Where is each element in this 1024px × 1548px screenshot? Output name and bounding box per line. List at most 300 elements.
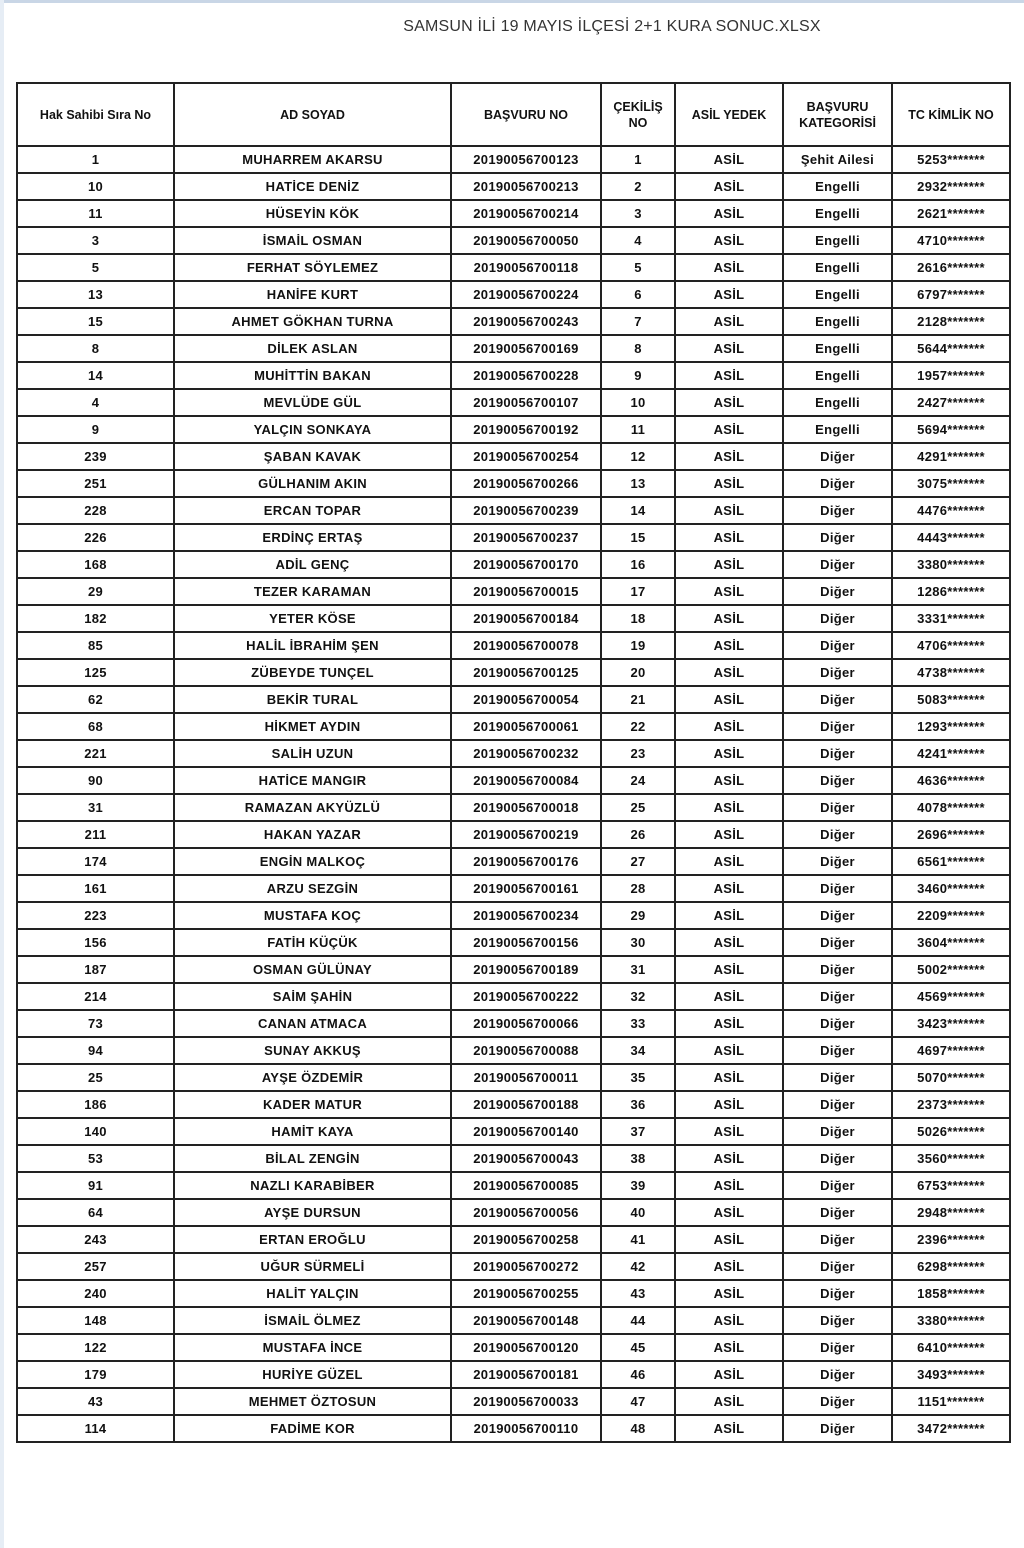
tc-kimlik-cell: 5026******* bbox=[892, 1118, 1010, 1145]
tc-kimlik-cell: 4443******* bbox=[892, 524, 1010, 551]
ad-soyad-cell: BEKİR TURAL bbox=[174, 686, 451, 713]
asil-yedek-cell: ASİL bbox=[675, 335, 783, 362]
basvuru-no-cell: 20190056700056 bbox=[451, 1199, 601, 1226]
asil-yedek-cell: ASİL bbox=[675, 1037, 783, 1064]
cekilis-no-cell: 24 bbox=[601, 767, 675, 794]
kategori-cell: Diğer bbox=[783, 956, 892, 983]
table-row bbox=[17, 227, 1010, 254]
sira-no-cell: 3 bbox=[17, 227, 174, 254]
sira-no-cell: 174 bbox=[17, 848, 174, 875]
asil-yedek-cell: ASİL bbox=[675, 1307, 783, 1334]
sira-no-cell: 11 bbox=[17, 200, 174, 227]
ad-soyad-cell: AYŞE DURSUN bbox=[174, 1199, 451, 1226]
cekilis-no-cell: 7 bbox=[601, 308, 675, 335]
ad-soyad-cell: HAKAN YAZAR bbox=[174, 821, 451, 848]
kategori-cell: Diğer bbox=[783, 470, 892, 497]
basvuru-no-cell: 20190056700107 bbox=[451, 389, 601, 416]
sira-no-cell: 223 bbox=[17, 902, 174, 929]
sira-no-cell: 211 bbox=[17, 821, 174, 848]
cekilis-no-cell: 47 bbox=[601, 1388, 675, 1415]
ad-soyad-cell: ENGİN MALKOÇ bbox=[174, 848, 451, 875]
sira-no-cell: 179 bbox=[17, 1361, 174, 1388]
tc-kimlik-cell: 2696******* bbox=[892, 821, 1010, 848]
cekilis-no-cell: 11 bbox=[601, 416, 675, 443]
basvuru-no-cell: 20190056700222 bbox=[451, 983, 601, 1010]
tc-kimlik-cell: 5694******* bbox=[892, 416, 1010, 443]
asil-yedek-cell: ASİL bbox=[675, 497, 783, 524]
basvuru-no-cell: 20190056700033 bbox=[451, 1388, 601, 1415]
kategori-cell: Diğer bbox=[783, 1415, 892, 1442]
table-row bbox=[17, 605, 1010, 632]
kategori-cell: Diğer bbox=[783, 794, 892, 821]
ad-soyad-cell: HÜSEYİN KÖK bbox=[174, 200, 451, 227]
sira-no-cell: 156 bbox=[17, 929, 174, 956]
table-row bbox=[17, 632, 1010, 659]
table-row bbox=[17, 200, 1010, 227]
ad-soyad-cell: FATİH KÜÇÜK bbox=[174, 929, 451, 956]
ad-soyad-cell: HALİL İBRAHİM ŞEN bbox=[174, 632, 451, 659]
tc-kimlik-cell: 5070******* bbox=[892, 1064, 1010, 1091]
basvuru-no-cell: 20190056700120 bbox=[451, 1334, 601, 1361]
asil-yedek-cell: ASİL bbox=[675, 740, 783, 767]
tc-kimlik-cell: 3423******* bbox=[892, 1010, 1010, 1037]
kategori-cell: Şehit Ailesi bbox=[783, 146, 892, 173]
asil-yedek-cell: ASİL bbox=[675, 200, 783, 227]
table-row bbox=[17, 281, 1010, 308]
kategori-cell: Diğer bbox=[783, 902, 892, 929]
asil-yedek-cell: ASİL bbox=[675, 1172, 783, 1199]
cekilis-no-cell: 38 bbox=[601, 1145, 675, 1172]
asil-yedek-cell: ASİL bbox=[675, 1091, 783, 1118]
ad-soyad-cell: HAMİT KAYA bbox=[174, 1118, 451, 1145]
cekilis-no-cell: 43 bbox=[601, 1280, 675, 1307]
table-row bbox=[17, 1010, 1010, 1037]
kategori-cell: Diğer bbox=[783, 659, 892, 686]
table-row bbox=[17, 254, 1010, 281]
kategori-cell: Diğer bbox=[783, 1064, 892, 1091]
sira-no-cell: 15 bbox=[17, 308, 174, 335]
tc-kimlik-cell: 4738******* bbox=[892, 659, 1010, 686]
tc-kimlik-cell: 2373******* bbox=[892, 1091, 1010, 1118]
tc-kimlik-cell: 1286******* bbox=[892, 578, 1010, 605]
asil-yedek-cell: ASİL bbox=[675, 1280, 783, 1307]
basvuru-no-cell: 20190056700228 bbox=[451, 362, 601, 389]
sira-no-cell: 239 bbox=[17, 443, 174, 470]
cekilis-no-cell: 34 bbox=[601, 1037, 675, 1064]
asil-yedek-cell: ASİL bbox=[675, 1226, 783, 1253]
basvuru-no-cell: 20190056700224 bbox=[451, 281, 601, 308]
basvuru-no-cell: 20190056700266 bbox=[451, 470, 601, 497]
tc-kimlik-cell: 4710******* bbox=[892, 227, 1010, 254]
sira-no-cell: 64 bbox=[17, 1199, 174, 1226]
asil-yedek-cell: ASİL bbox=[675, 713, 783, 740]
ad-soyad-cell: HANİFE KURT bbox=[174, 281, 451, 308]
ad-soyad-cell: GÜLHANIM AKIN bbox=[174, 470, 451, 497]
kategori-cell: Engelli bbox=[783, 173, 892, 200]
asil-yedek-cell: ASİL bbox=[675, 173, 783, 200]
kategori-cell: Engelli bbox=[783, 308, 892, 335]
basvuru-no-cell: 20190056700066 bbox=[451, 1010, 601, 1037]
ad-soyad-cell: DİLEK ASLAN bbox=[174, 335, 451, 362]
table-row bbox=[17, 983, 1010, 1010]
basvuru-no-cell: 20190056700234 bbox=[451, 902, 601, 929]
tc-kimlik-cell: 2948******* bbox=[892, 1199, 1010, 1226]
ad-soyad-cell: İSMAİL ÖLMEZ bbox=[174, 1307, 451, 1334]
cekilis-no-cell: 15 bbox=[601, 524, 675, 551]
ad-soyad-cell: BİLAL ZENGİN bbox=[174, 1145, 451, 1172]
asil-yedek-cell: ASİL bbox=[675, 470, 783, 497]
ad-soyad-cell: MUHARREM AKARSU bbox=[174, 146, 451, 173]
ad-soyad-cell: SUNAY AKKUŞ bbox=[174, 1037, 451, 1064]
cekilis-no-cell: 9 bbox=[601, 362, 675, 389]
kategori-cell: Diğer bbox=[783, 713, 892, 740]
sira-no-cell: 243 bbox=[17, 1226, 174, 1253]
asil-yedek-cell: ASİL bbox=[675, 929, 783, 956]
table-row bbox=[17, 1145, 1010, 1172]
cekilis-no-cell: 8 bbox=[601, 335, 675, 362]
asil-yedek-cell: ASİL bbox=[675, 1145, 783, 1172]
cekilis-no-cell: 10 bbox=[601, 389, 675, 416]
kategori-cell: Diğer bbox=[783, 1037, 892, 1064]
cekilis-no-cell: 33 bbox=[601, 1010, 675, 1037]
sira-no-cell: 13 bbox=[17, 281, 174, 308]
kategori-cell: Engelli bbox=[783, 335, 892, 362]
tc-kimlik-cell: 2932******* bbox=[892, 173, 1010, 200]
cekilis-no-cell: 36 bbox=[601, 1091, 675, 1118]
table-row bbox=[17, 416, 1010, 443]
table-row bbox=[17, 794, 1010, 821]
asil-yedek-cell: ASİL bbox=[675, 1064, 783, 1091]
window-top-edge bbox=[0, 0, 1024, 3]
ad-soyad-cell: FADİME KOR bbox=[174, 1415, 451, 1442]
ad-soyad-cell: HATİCE MANGIR bbox=[174, 767, 451, 794]
asil-yedek-cell: ASİL bbox=[675, 1253, 783, 1280]
kategori-cell: Diğer bbox=[783, 929, 892, 956]
kategori-cell: Engelli bbox=[783, 254, 892, 281]
sira-no-cell: 9 bbox=[17, 416, 174, 443]
table-row bbox=[17, 1199, 1010, 1226]
kategori-cell: Engelli bbox=[783, 200, 892, 227]
table-row bbox=[17, 1307, 1010, 1334]
basvuru-no-cell: 20190056700140 bbox=[451, 1118, 601, 1145]
ad-soyad-cell: ARZU SEZGİN bbox=[174, 875, 451, 902]
ad-soyad-cell: TEZER KARAMAN bbox=[174, 578, 451, 605]
asil-yedek-cell: ASİL bbox=[675, 1388, 783, 1415]
basvuru-no-cell: 20190056700156 bbox=[451, 929, 601, 956]
sira-no-cell: 90 bbox=[17, 767, 174, 794]
ad-soyad-cell: AYŞE ÖZDEMİR bbox=[174, 1064, 451, 1091]
header-asil-yedek: ASİL YEDEK bbox=[675, 83, 783, 146]
tc-kimlik-cell: 2616******* bbox=[892, 254, 1010, 281]
cekilis-no-cell: 44 bbox=[601, 1307, 675, 1334]
basvuru-no-cell: 20190056700169 bbox=[451, 335, 601, 362]
asil-yedek-cell: ASİL bbox=[675, 146, 783, 173]
basvuru-no-cell: 20190056700110 bbox=[451, 1415, 601, 1442]
tc-kimlik-cell: 3075******* bbox=[892, 470, 1010, 497]
ad-soyad-cell: İSMAİL OSMAN bbox=[174, 227, 451, 254]
cekilis-no-cell: 26 bbox=[601, 821, 675, 848]
basvuru-no-cell: 20190056700184 bbox=[451, 605, 601, 632]
table-row bbox=[17, 1388, 1010, 1415]
table-row bbox=[17, 578, 1010, 605]
kategori-cell: Diğer bbox=[783, 875, 892, 902]
table-header-row bbox=[17, 83, 1010, 146]
ad-soyad-cell: MEHMET ÖZTOSUN bbox=[174, 1388, 451, 1415]
ad-soyad-cell: MUSTAFA İNCE bbox=[174, 1334, 451, 1361]
basvuru-no-cell: 20190056700061 bbox=[451, 713, 601, 740]
table-row bbox=[17, 551, 1010, 578]
tc-kimlik-cell: 4291******* bbox=[892, 443, 1010, 470]
cekilis-no-cell: 27 bbox=[601, 848, 675, 875]
cekilis-no-cell: 35 bbox=[601, 1064, 675, 1091]
asil-yedek-cell: ASİL bbox=[675, 875, 783, 902]
tc-kimlik-cell: 4078******* bbox=[892, 794, 1010, 821]
document-title: SAMSUN İLİ 19 MAYIS İLÇESİ 2+1 KURA SONUC.XLSX bbox=[403, 18, 821, 35]
cekilis-no-cell: 41 bbox=[601, 1226, 675, 1253]
basvuru-no-cell: 20190056700188 bbox=[451, 1091, 601, 1118]
table-row bbox=[17, 1091, 1010, 1118]
asil-yedek-cell: ASİL bbox=[675, 848, 783, 875]
table-row bbox=[17, 902, 1010, 929]
sira-no-cell: 73 bbox=[17, 1010, 174, 1037]
table-row bbox=[17, 443, 1010, 470]
ad-soyad-cell: ŞABAN KAVAK bbox=[174, 443, 451, 470]
tc-kimlik-cell: 2427******* bbox=[892, 389, 1010, 416]
basvuru-no-cell: 20190056700118 bbox=[451, 254, 601, 281]
basvuru-no-cell: 20190056700011 bbox=[451, 1064, 601, 1091]
cekilis-no-cell: 40 bbox=[601, 1199, 675, 1226]
basvuru-no-cell: 20190056700258 bbox=[451, 1226, 601, 1253]
sira-no-cell: 14 bbox=[17, 362, 174, 389]
sira-no-cell: 168 bbox=[17, 551, 174, 578]
sira-no-cell: 8 bbox=[17, 335, 174, 362]
ad-soyad-cell: MEVLÜDE GÜL bbox=[174, 389, 451, 416]
basvuru-no-cell: 20190056700232 bbox=[451, 740, 601, 767]
asil-yedek-cell: ASİL bbox=[675, 794, 783, 821]
asil-yedek-cell: ASİL bbox=[675, 1415, 783, 1442]
tc-kimlik-cell: 4476******* bbox=[892, 497, 1010, 524]
tc-kimlik-cell: 4636******* bbox=[892, 767, 1010, 794]
kategori-cell: Diğer bbox=[783, 578, 892, 605]
asil-yedek-cell: ASİL bbox=[675, 254, 783, 281]
cekilis-no-cell: 30 bbox=[601, 929, 675, 956]
asil-yedek-cell: ASİL bbox=[675, 1361, 783, 1388]
cekilis-no-cell: 48 bbox=[601, 1415, 675, 1442]
tc-kimlik-cell: 3331******* bbox=[892, 605, 1010, 632]
kategori-cell: Diğer bbox=[783, 632, 892, 659]
results-table bbox=[16, 82, 1011, 1443]
kategori-cell: Diğer bbox=[783, 983, 892, 1010]
sira-no-cell: 68 bbox=[17, 713, 174, 740]
kategori-cell: Diğer bbox=[783, 1253, 892, 1280]
cekilis-no-cell: 29 bbox=[601, 902, 675, 929]
basvuru-no-cell: 20190056700050 bbox=[451, 227, 601, 254]
header-sira-no: Hak Sahibi Sıra No bbox=[17, 83, 174, 146]
kategori-cell: Diğer bbox=[783, 686, 892, 713]
asil-yedek-cell: ASİL bbox=[675, 1118, 783, 1145]
sira-no-cell: 125 bbox=[17, 659, 174, 686]
ad-soyad-cell: HURİYE GÜZEL bbox=[174, 1361, 451, 1388]
kategori-cell: Diğer bbox=[783, 605, 892, 632]
sira-no-cell: 10 bbox=[17, 173, 174, 200]
sira-no-cell: 91 bbox=[17, 1172, 174, 1199]
basvuru-no-cell: 20190056700148 bbox=[451, 1307, 601, 1334]
basvuru-no-cell: 20190056700085 bbox=[451, 1172, 601, 1199]
basvuru-no-cell: 20190056700123 bbox=[451, 146, 601, 173]
cekilis-no-cell: 6 bbox=[601, 281, 675, 308]
table-row bbox=[17, 470, 1010, 497]
basvuru-no-cell: 20190056700192 bbox=[451, 416, 601, 443]
kategori-cell: Diğer bbox=[783, 1307, 892, 1334]
tc-kimlik-cell: 3460******* bbox=[892, 875, 1010, 902]
kategori-cell: Engelli bbox=[783, 281, 892, 308]
basvuru-no-cell: 20190056700189 bbox=[451, 956, 601, 983]
tc-kimlik-cell: 3380******* bbox=[892, 551, 1010, 578]
table-row bbox=[17, 875, 1010, 902]
cekilis-no-cell: 3 bbox=[601, 200, 675, 227]
table-row bbox=[17, 1172, 1010, 1199]
kategori-cell: Engelli bbox=[783, 389, 892, 416]
sira-no-cell: 148 bbox=[17, 1307, 174, 1334]
header-cekilis-no: ÇEKİLİŞ NO bbox=[601, 83, 675, 146]
sira-no-cell: 228 bbox=[17, 497, 174, 524]
sira-no-cell: 161 bbox=[17, 875, 174, 902]
cekilis-no-cell: 4 bbox=[601, 227, 675, 254]
basvuru-no-cell: 20190056700237 bbox=[451, 524, 601, 551]
sira-no-cell: 251 bbox=[17, 470, 174, 497]
tc-kimlik-cell: 6797******* bbox=[892, 281, 1010, 308]
basvuru-no-cell: 20190056700243 bbox=[451, 308, 601, 335]
sira-no-cell: 29 bbox=[17, 578, 174, 605]
tc-kimlik-cell: 4569******* bbox=[892, 983, 1010, 1010]
table-row bbox=[17, 335, 1010, 362]
header-ad-soyad: AD SOYAD bbox=[174, 83, 451, 146]
table-row bbox=[17, 740, 1010, 767]
tc-kimlik-cell: 5644******* bbox=[892, 335, 1010, 362]
tc-kimlik-cell: 6298******* bbox=[892, 1253, 1010, 1280]
asil-yedek-cell: ASİL bbox=[675, 416, 783, 443]
tc-kimlik-cell: 3493******* bbox=[892, 1361, 1010, 1388]
sira-no-cell: 43 bbox=[17, 1388, 174, 1415]
asil-yedek-cell: ASİL bbox=[675, 686, 783, 713]
table-row bbox=[17, 389, 1010, 416]
table-row bbox=[17, 497, 1010, 524]
tc-kimlik-cell: 2621******* bbox=[892, 200, 1010, 227]
kategori-cell: Diğer bbox=[783, 551, 892, 578]
table-row bbox=[17, 1361, 1010, 1388]
table-row bbox=[17, 821, 1010, 848]
basvuru-no-cell: 20190056700088 bbox=[451, 1037, 601, 1064]
sira-no-cell: 140 bbox=[17, 1118, 174, 1145]
table-row bbox=[17, 1253, 1010, 1280]
asil-yedek-cell: ASİL bbox=[675, 524, 783, 551]
sira-no-cell: 226 bbox=[17, 524, 174, 551]
cekilis-no-cell: 42 bbox=[601, 1253, 675, 1280]
ad-soyad-cell: MUSTAFA KOÇ bbox=[174, 902, 451, 929]
asil-yedek-cell: ASİL bbox=[675, 227, 783, 254]
ad-soyad-cell: YALÇIN SONKAYA bbox=[174, 416, 451, 443]
table-row bbox=[17, 173, 1010, 200]
sira-no-cell: 257 bbox=[17, 1253, 174, 1280]
tc-kimlik-cell: 4241******* bbox=[892, 740, 1010, 767]
table-row bbox=[17, 1037, 1010, 1064]
asil-yedek-cell: ASİL bbox=[675, 1334, 783, 1361]
ad-soyad-cell: AHMET GÖKHAN TURNA bbox=[174, 308, 451, 335]
sira-no-cell: 62 bbox=[17, 686, 174, 713]
tc-kimlik-cell: 2128******* bbox=[892, 308, 1010, 335]
sira-no-cell: 186 bbox=[17, 1091, 174, 1118]
header-basvuru-no: BAŞVURU NO bbox=[451, 83, 601, 146]
basvuru-no-cell: 20190056700254 bbox=[451, 443, 601, 470]
basvuru-no-cell: 20190056700084 bbox=[451, 767, 601, 794]
kategori-cell: Diğer bbox=[783, 1145, 892, 1172]
cekilis-no-cell: 18 bbox=[601, 605, 675, 632]
tc-kimlik-cell: 5083******* bbox=[892, 686, 1010, 713]
table-row bbox=[17, 956, 1010, 983]
asil-yedek-cell: ASİL bbox=[675, 902, 783, 929]
basvuru-no-cell: 20190056700078 bbox=[451, 632, 601, 659]
basvuru-no-cell: 20190056700161 bbox=[451, 875, 601, 902]
tc-kimlik-cell: 6753******* bbox=[892, 1172, 1010, 1199]
basvuru-no-cell: 20190056700214 bbox=[451, 200, 601, 227]
basvuru-no-cell: 20190056700219 bbox=[451, 821, 601, 848]
basvuru-no-cell: 20190056700239 bbox=[451, 497, 601, 524]
tc-kimlik-cell: 6410******* bbox=[892, 1334, 1010, 1361]
ad-soyad-cell: ZÜBEYDE TUNÇEL bbox=[174, 659, 451, 686]
cekilis-no-cell: 1 bbox=[601, 146, 675, 173]
asil-yedek-cell: ASİL bbox=[675, 578, 783, 605]
asil-yedek-cell: ASİL bbox=[675, 659, 783, 686]
asil-yedek-cell: ASİL bbox=[675, 551, 783, 578]
kategori-cell: Engelli bbox=[783, 362, 892, 389]
ad-soyad-cell: CANAN ATMACA bbox=[174, 1010, 451, 1037]
table-row bbox=[17, 848, 1010, 875]
tc-kimlik-cell: 2396******* bbox=[892, 1226, 1010, 1253]
ad-soyad-cell: SAİM ŞAHİN bbox=[174, 983, 451, 1010]
cekilis-no-cell: 17 bbox=[601, 578, 675, 605]
cekilis-no-cell: 23 bbox=[601, 740, 675, 767]
kategori-cell: Diğer bbox=[783, 1091, 892, 1118]
kategori-cell: Diğer bbox=[783, 848, 892, 875]
asil-yedek-cell: ASİL bbox=[675, 956, 783, 983]
asil-yedek-cell: ASİL bbox=[675, 443, 783, 470]
cekilis-no-cell: 31 bbox=[601, 956, 675, 983]
basvuru-no-cell: 20190056700213 bbox=[451, 173, 601, 200]
ad-soyad-cell: MUHİTTİN BAKAN bbox=[174, 362, 451, 389]
tc-kimlik-cell: 1293******* bbox=[892, 713, 1010, 740]
table-row bbox=[17, 1118, 1010, 1145]
ad-soyad-cell: ERDİNÇ ERTAŞ bbox=[174, 524, 451, 551]
sira-no-cell: 25 bbox=[17, 1064, 174, 1091]
table-row bbox=[17, 1334, 1010, 1361]
ad-soyad-cell: ERTAN EROĞLU bbox=[174, 1226, 451, 1253]
sira-no-cell: 4 bbox=[17, 389, 174, 416]
cekilis-no-cell: 32 bbox=[601, 983, 675, 1010]
cekilis-no-cell: 5 bbox=[601, 254, 675, 281]
sira-no-cell: 182 bbox=[17, 605, 174, 632]
cekilis-no-cell: 14 bbox=[601, 497, 675, 524]
sira-no-cell: 85 bbox=[17, 632, 174, 659]
asil-yedek-cell: ASİL bbox=[675, 389, 783, 416]
ad-soyad-cell: HALİT YALÇIN bbox=[174, 1280, 451, 1307]
sira-no-cell: 53 bbox=[17, 1145, 174, 1172]
tc-kimlik-cell: 1858******* bbox=[892, 1280, 1010, 1307]
basvuru-no-cell: 20190056700018 bbox=[451, 794, 601, 821]
ad-soyad-cell: UĞUR SÜRMELİ bbox=[174, 1253, 451, 1280]
kategori-cell: Diğer bbox=[783, 1334, 892, 1361]
tc-kimlik-cell: 2209******* bbox=[892, 902, 1010, 929]
tc-kimlik-cell: 3604******* bbox=[892, 929, 1010, 956]
